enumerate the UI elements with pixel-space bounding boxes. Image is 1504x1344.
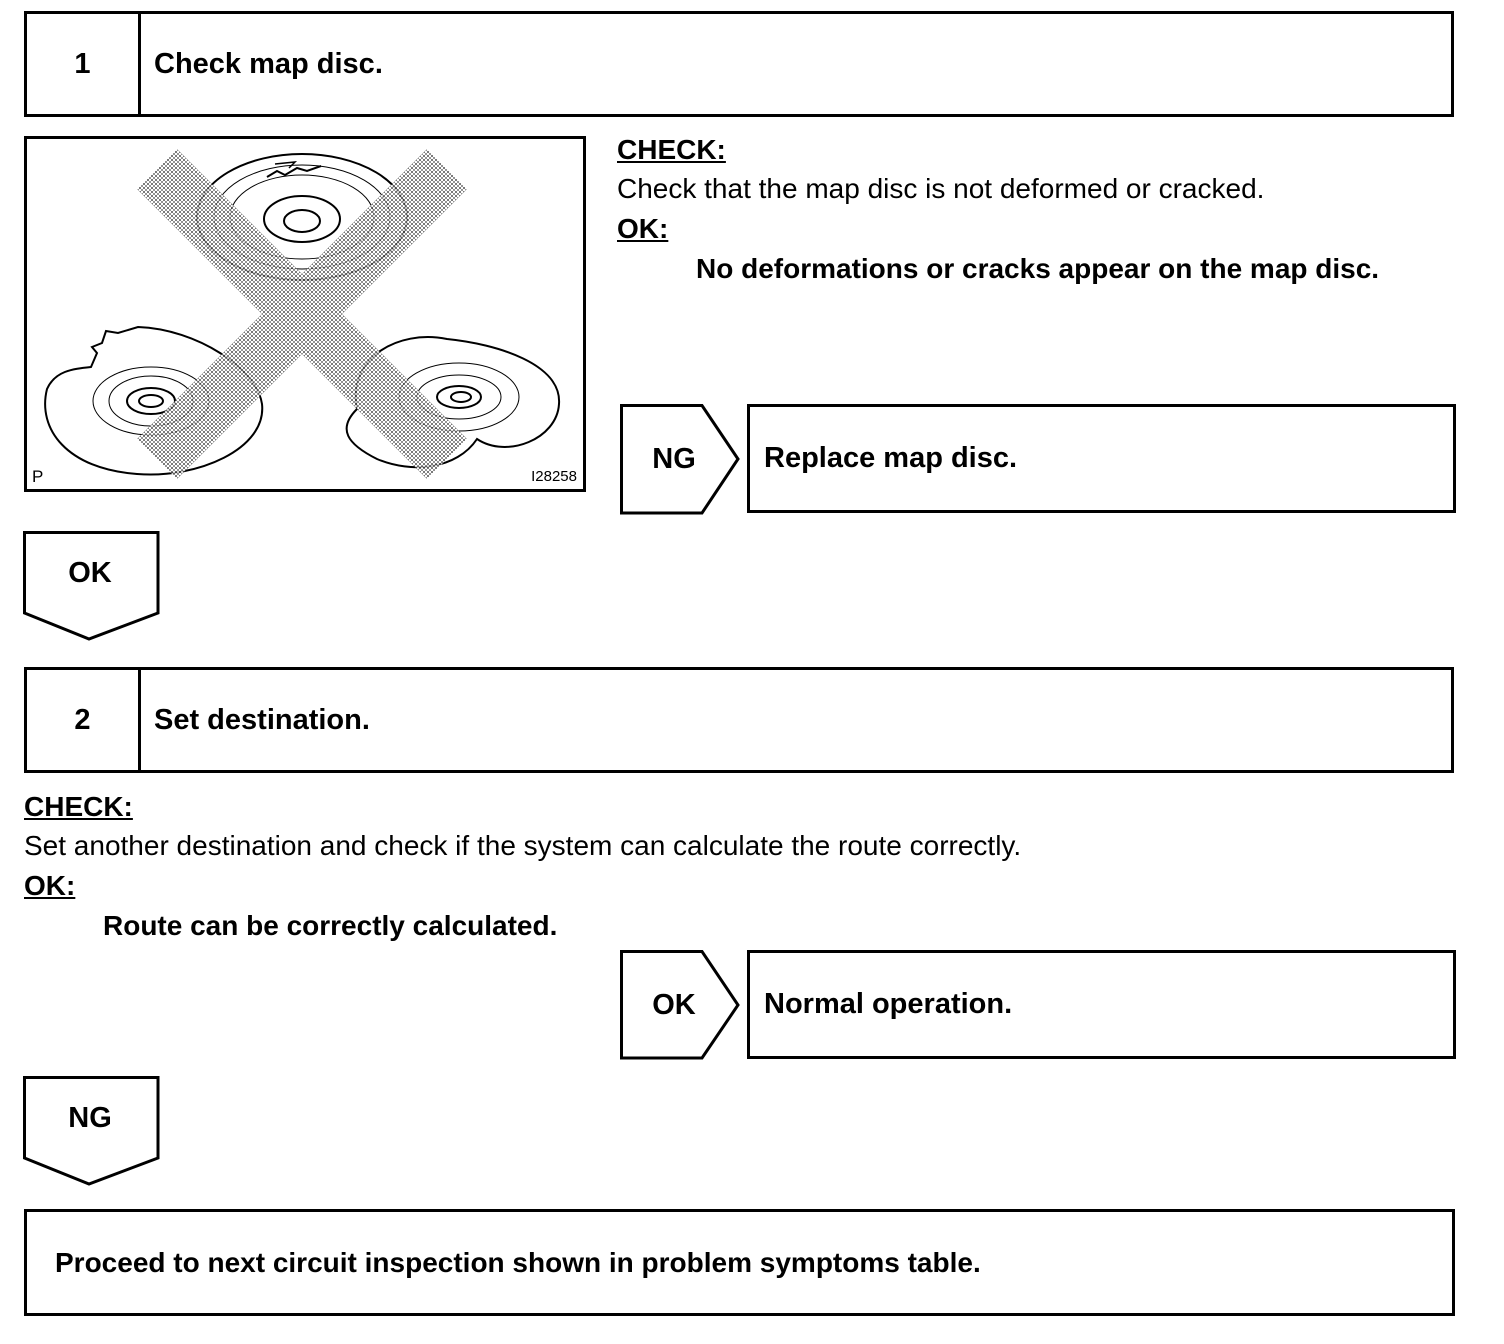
step-2-check-text: Set another destination and check if the system can calculate the route correctly.	[24, 830, 1022, 861]
step-2-ok-result: Normal operation.	[747, 950, 1456, 1059]
step-1-number: 1	[27, 14, 141, 114]
step-2-ok-text: Route can be correctly calculated.	[103, 910, 558, 941]
step-1-ng-label: NG	[652, 443, 696, 475]
final-instruction: Proceed to next circuit inspection shown in problem symptoms table.	[24, 1209, 1455, 1316]
deformed-disc-drawing	[27, 139, 583, 489]
figure-id: I28258	[531, 468, 577, 485]
step-1-ok-down-label: OK	[68, 556, 112, 589]
step-2-header	[24, 667, 1454, 773]
step-1-ok-down-arrow	[23, 531, 161, 643]
illustration-corner-label: P	[32, 467, 44, 486]
step-2-ok-label-arrow: OK	[652, 988, 696, 1021]
step-1-header	[24, 11, 1454, 117]
step-2-number: 2	[27, 670, 141, 770]
step-1-check-label: CHECK:	[617, 134, 726, 165]
step-2-ng-down-arrow	[23, 1076, 161, 1188]
step-1-check-text: Check that the map disc is not deformed or cracked.	[617, 173, 1265, 204]
step-2-ng-down-label: NG	[68, 1101, 112, 1134]
map-disc-illustration	[24, 136, 586, 492]
step-2-ok-arrow	[620, 950, 742, 1060]
step-2-title: Set destination.	[154, 703, 370, 736]
step-1-ok-label: OK:	[617, 213, 669, 244]
step-1-title: Check map disc.	[154, 47, 383, 80]
step-2-ok-label: OK:	[24, 870, 76, 901]
step-1-ng-arrow	[620, 404, 742, 515]
step-1-ng-result: Replace map disc.	[747, 404, 1456, 513]
step-2-check-label: CHECK:	[24, 791, 133, 822]
step-1-ok-text: No deformations or cracks appear on the map disc.	[696, 253, 1380, 284]
